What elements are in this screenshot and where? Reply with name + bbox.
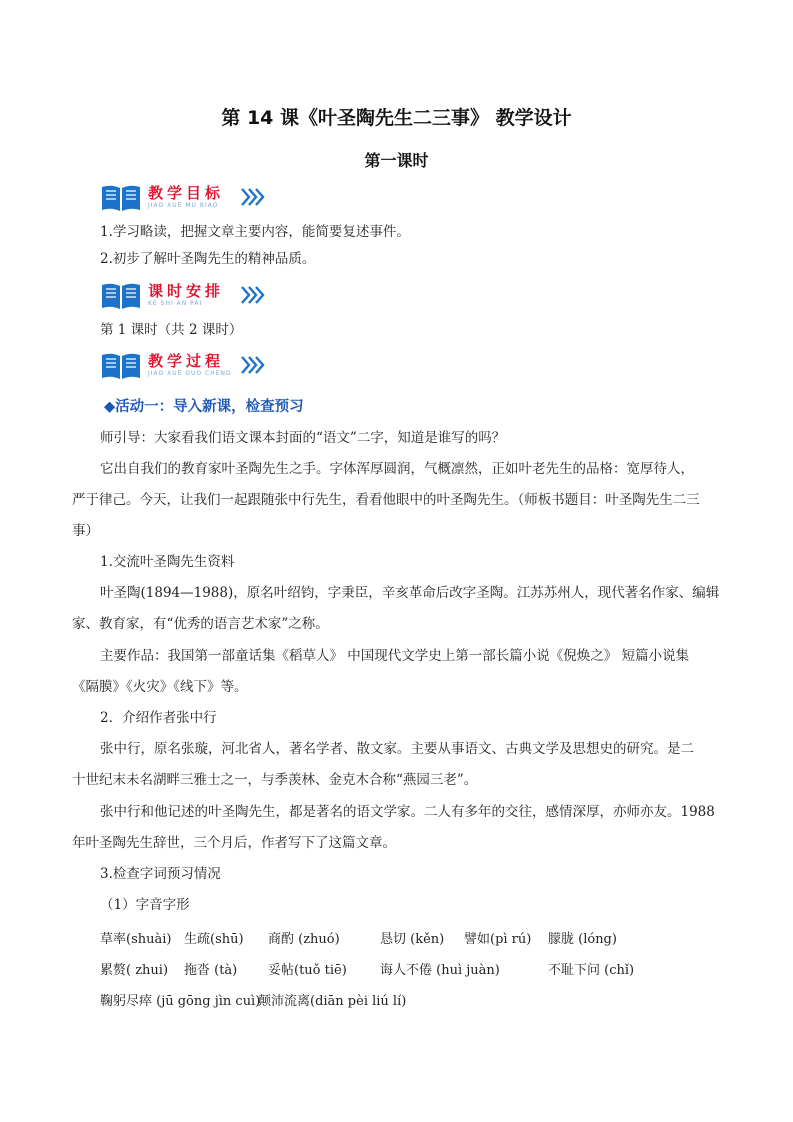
- chevron-right-icon: [240, 354, 266, 376]
- paragraph-line: 严于律己。今天，让我们一起跟随张中行先生，看看他眼中的叶圣陶先生。（师板书题目：叶圣陶先生二三: [72, 492, 700, 508]
- section-banner-process: [100, 350, 290, 382]
- goal-item: 1.学习略读，把握文章主要内容，能简要复述事件。: [100, 224, 410, 240]
- vocab-word: 商酌 (zhuó): [268, 932, 340, 947]
- banner-title: 课时安排: [148, 282, 225, 300]
- vocab-word: 鞠躬尽瘁 (jū gōng jìn cuì): [100, 994, 261, 1009]
- vocab-word: 累赘( zhui): [100, 963, 169, 978]
- section-banner-goals: [100, 182, 290, 214]
- vocab-word: 诲人不倦 (huì juàn): [380, 963, 500, 978]
- subheading: 3.检查字词预习情况: [100, 866, 221, 882]
- lesson-subtitle: 第一课时: [364, 151, 429, 170]
- schedule-text: 第 1 课时（共 2 课时）: [100, 322, 243, 338]
- paragraph-line: 它出自我们的教育家叶圣陶先生之手。字体浑厚圆润，气概凛然，正如叶老先生的品格：宽厚待人，: [100, 461, 694, 477]
- paragraph-line: 事）: [72, 523, 99, 539]
- vocab-word: 譬如(pì rú): [464, 932, 532, 947]
- vocab-word: 妥帖(tuǒ tiē): [268, 963, 347, 978]
- vocab-word: 恳切 (kěn): [380, 932, 445, 947]
- vocab-word: 颠沛流离(diān pèi liú lí): [258, 994, 407, 1009]
- paragraph-line: 主要作品：我国第一部童话集《稻草人》 中国现代文学史上第一部长篇小说《倪焕之》 短篇小说集: [100, 648, 690, 664]
- vocab-word: 不耻下问 (chǐ): [548, 963, 635, 978]
- book-icon: [100, 183, 142, 213]
- paragraph-line: 张中行和他记述的叶圣陶先生，都是著名的语文学家。二人有多年的交往，感情深厚，亦师亦友。1988: [100, 804, 715, 820]
- banner-title: 教学过程: [148, 352, 225, 370]
- vocab-word: 拖沓 (tà): [184, 963, 238, 978]
- book-icon: [100, 281, 142, 311]
- paragraph-line: 《隔膜》《火灾》《线下》等。: [72, 679, 248, 695]
- goal-item: 2.初步了解叶圣陶先生的精神品质。: [100, 251, 316, 267]
- vocab-word: 草率(shuài): [100, 932, 172, 947]
- activity-heading: ◆活动一：导入新课，检查预习: [104, 399, 304, 415]
- vocab-word: 生疏(shū): [184, 932, 244, 947]
- chevron-right-icon: [240, 284, 266, 306]
- subheading: 2．介绍作者张中行: [100, 710, 217, 726]
- paragraph-intro: 师引导：大家看我们语文课本封面的“语文”二字，知道是谁写的吗？: [100, 430, 506, 446]
- subheading: （1）字音字形: [100, 897, 190, 913]
- section-banner-schedule: [100, 280, 290, 312]
- paragraph-line: 叶圣陶(1894—1988)，原名叶绍钧，字秉臣，辛亥革命后改字圣陶。江苏苏州人，现代著名作家、编辑: [100, 585, 720, 601]
- banner-pinyin: KE SHI AN PAI: [148, 300, 203, 307]
- paragraph-line: 年叶圣陶先生辞世，三个月后，作者写下了这篇文章。: [72, 835, 396, 851]
- banner-title: 教学目标: [148, 184, 225, 202]
- paragraph-line: 张中行，原名张璇，河北省人，著名学者、散文家。主要从事语文、古典文学及思想史的研究。是二: [100, 741, 694, 757]
- paragraph-line: 家、教育家，有“优秀的语言艺术家”之称。: [72, 616, 329, 632]
- paragraph-line: 十世纪末未名湖畔三雅士之一，与季羡林、金克木合称“燕园三老”。: [72, 772, 478, 788]
- chevron-right-icon: [240, 186, 266, 208]
- vocab-word: 朦胧 (lóng): [548, 932, 617, 947]
- document-title: 第 14 课《叶圣陶先生二三事》 教学设计: [221, 107, 572, 129]
- banner-pinyin: JIAO XUE MU BIAO: [148, 202, 219, 209]
- banner-pinyin: JIAO XUE GUO CHENG: [148, 370, 232, 377]
- subheading: 1.交流叶圣陶先生资料: [100, 554, 235, 570]
- book-icon: [100, 351, 142, 381]
